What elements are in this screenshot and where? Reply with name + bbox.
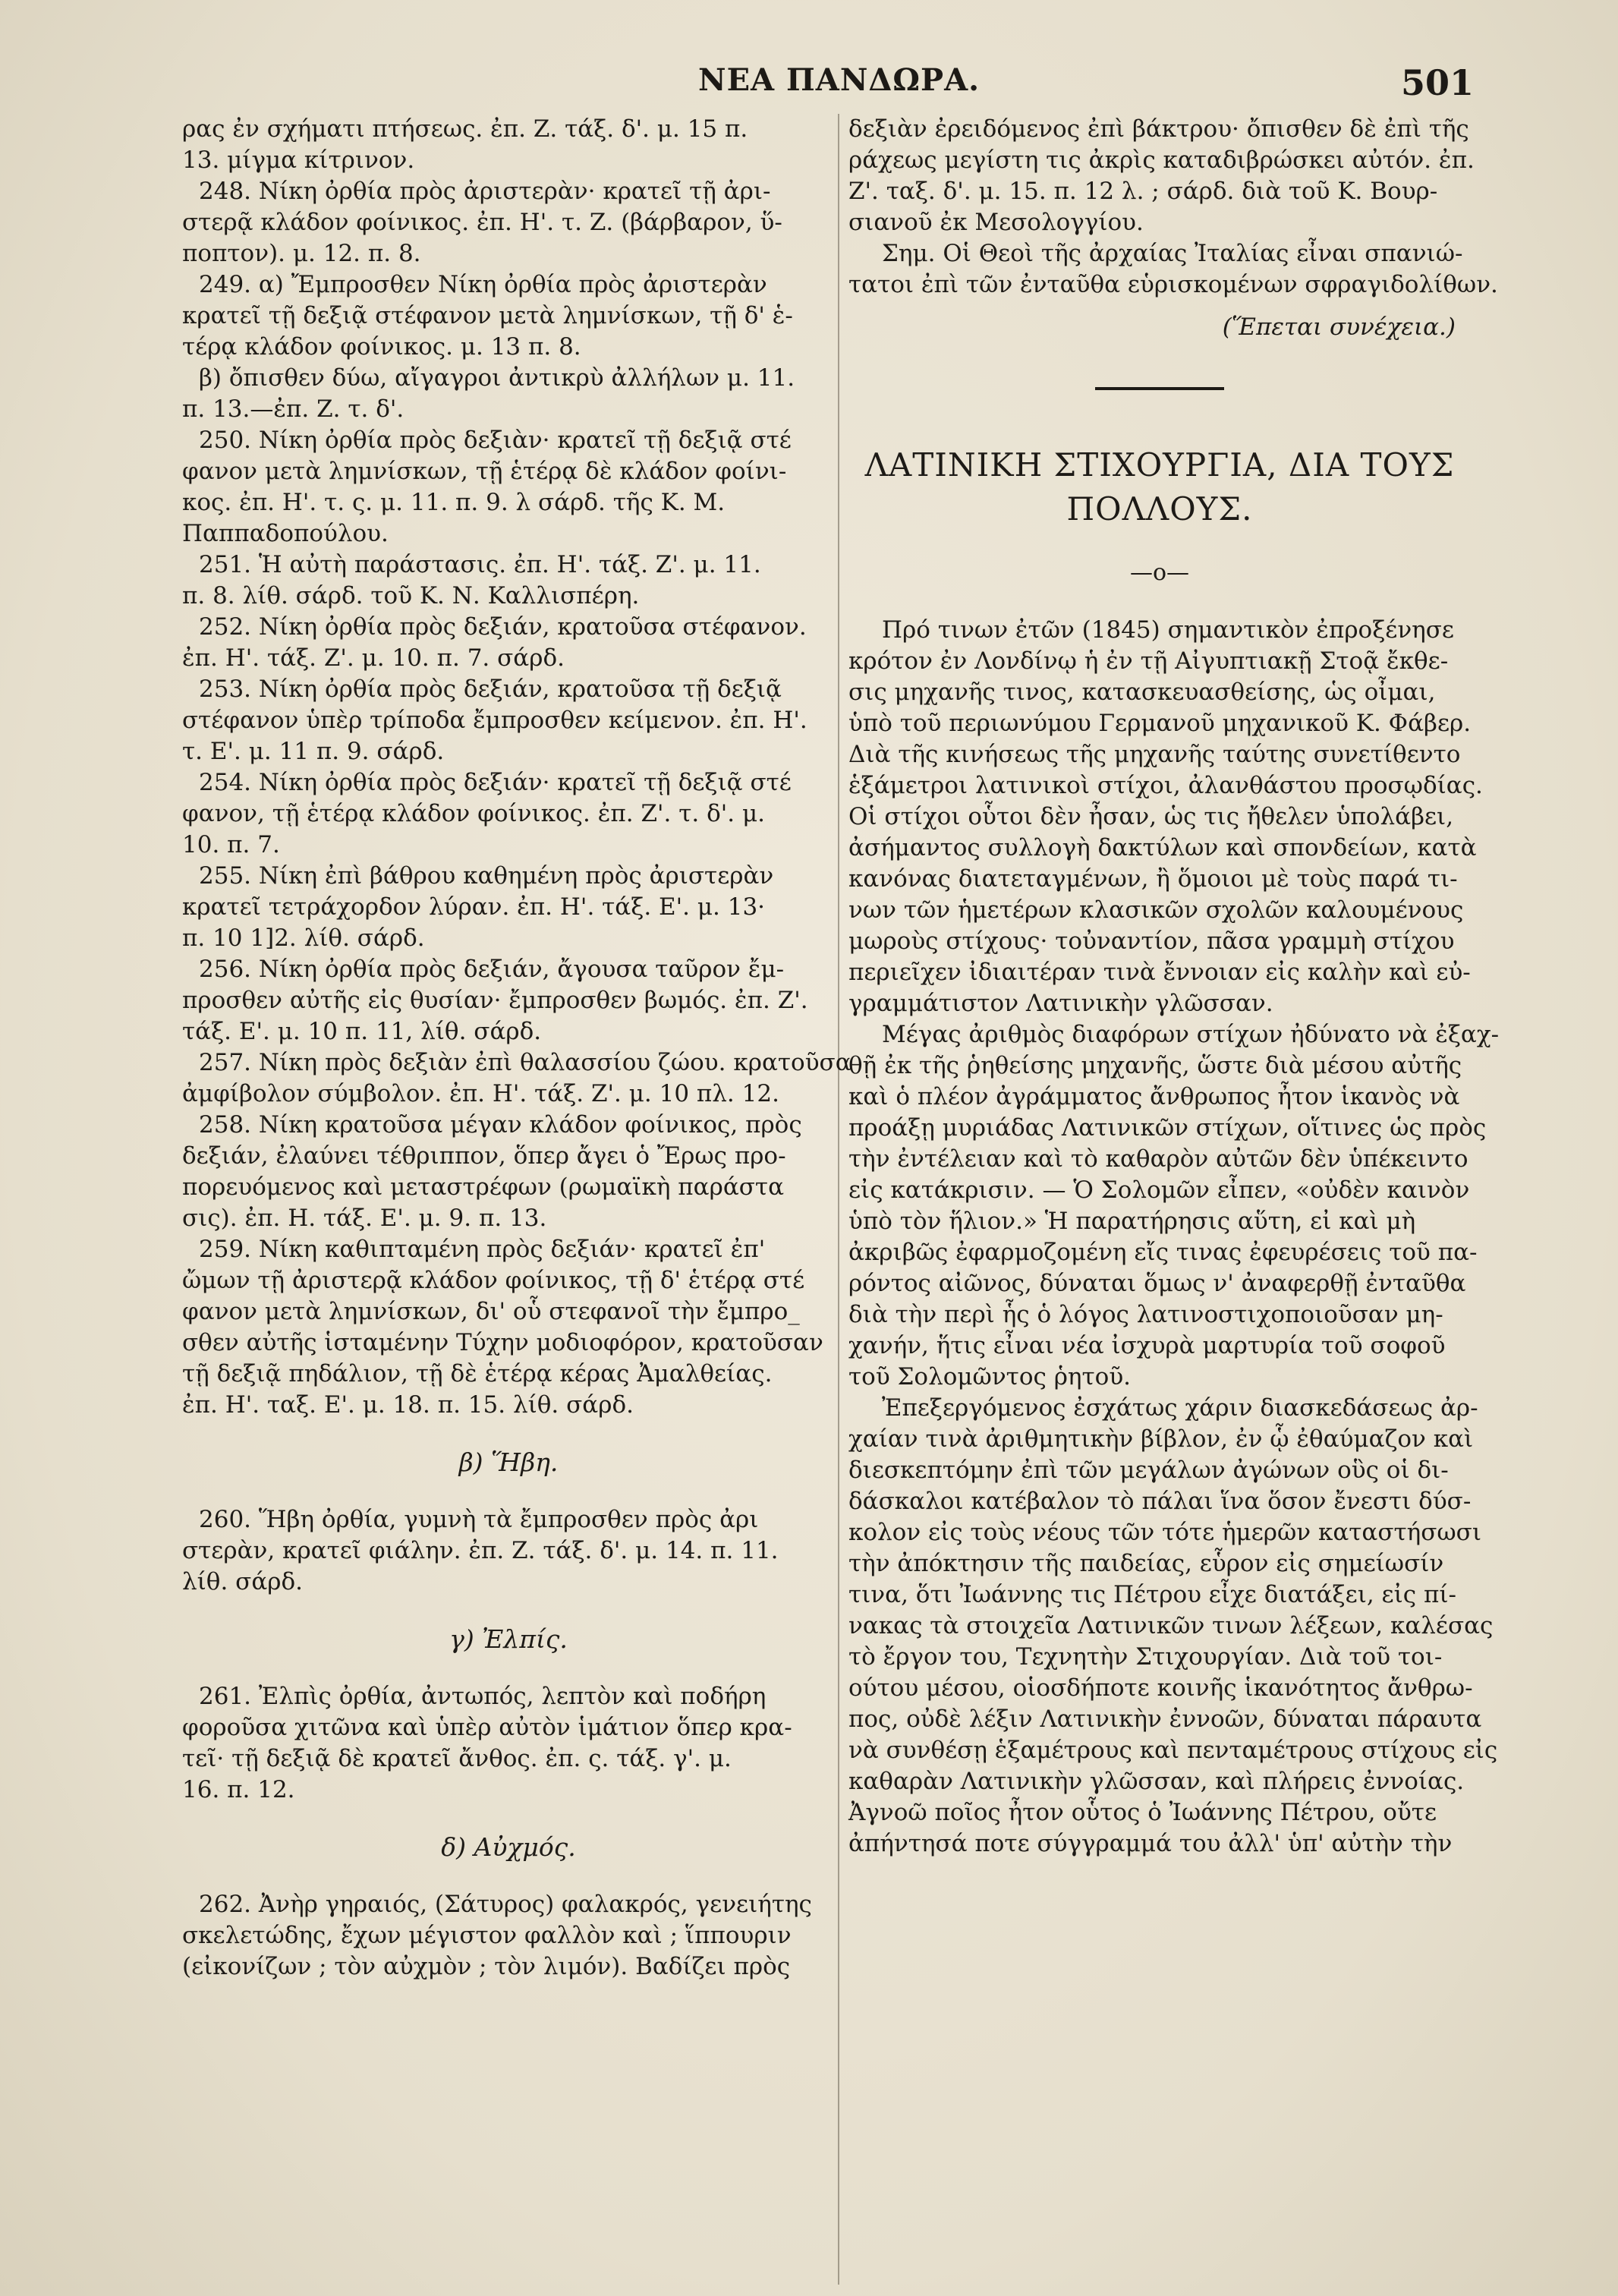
text-line: 13. μίγμα κίτρινον. [182,146,415,174]
text-line: 259. Νίκη καθιπταμένη πρὸς δεξιάν· κρατεῖ ἐπ' [199,1236,766,1263]
text-line: γραμμάτιστον Λατινικὴν γλῶσσαν. [848,990,1273,1017]
text-line: προάξῃ μυριάδας Λατινικῶν στίχων, οἵτινες ὡς πρὸς [848,1114,1487,1142]
text-line: 252. Νίκη ὀρθία πρὸς δεξιάν, κρατοῦσα στέφανον. [199,613,807,641]
section-subhead: γ) Ἐλπίς. [449,1624,568,1654]
text-line: ἀπήντησά ποτε σύγγραμμά του ἀλλ' ὑπ' αὐτὴν τὴν [848,1830,1453,1857]
text-line: 255. Νίκη ἐπὶ βάθρου καθημένη πρὸς ἀριστερὰν [199,862,774,890]
text-line: σθεν αὐτῆς ἱσταμένην Τύχην μοδιοφόρον, κρατοῦσαν [182,1329,823,1356]
text-line: λίθ. σάρδ. [182,1568,304,1595]
text-line: περιεῖχεν ἰδιαιτέραν τινὰ ἔννοιαν εἰς καλὴν καὶ εὐ- [848,959,1471,986]
article-title: ΛΑΤΙΝΙΚΗ ΣΤΙΧΟΥΡΓΙΑ, ΔΙΑ ΤΟΥΣ [864,446,1455,483]
text-line: β) ὄπισθεν δύω, αἴγαγροι ἀντικρὺ ἀλλήλων μ. 11. [199,364,795,392]
text-line: 257. Νίκη πρὸς δεξιὰν ἐπὶ θαλασσίου ζώου. κρατοῦσα [199,1049,851,1076]
page-number: 501 [1401,62,1475,103]
text-line: διὰ τὴν περὶ ἧς ὁ λόγος λατινοστιχοποιοῦσαν μη- [848,1301,1443,1328]
right-block-a [848,114,1498,301]
text-line: 16. π. 12. [182,1776,295,1803]
text-line: δεξιάν, ἐλαύνει τέθριππον, ὅπερ ἄγει ὁ Ἔρως προ- [182,1142,786,1170]
text-line: κρατεῖ τετράχορδον λύραν. ἐπ. Η'. τάξ. Ε'. μ. 13· [182,893,766,921]
text-line: χανήν, ἥτις εἶναι νέα ἰσχυρὰ μαρτυρία τοῦ σοφοῦ [848,1332,1446,1359]
article-paragraph [848,1019,1500,1393]
text-line: ὤμων τῇ ἀριστερᾷ κλάδον φοίνικος, τῇ δ' ἑτέρᾳ στέ [182,1267,805,1294]
text-line: Διὰ τῆς κινήσεως τῆς μηχανῆς ταύτης συνετίθεντο [848,741,1461,768]
text-line: 254. Νίκη ὀρθία πρὸς δεξιάν· κρατεῖ τῇ δεξιᾷ στέ [199,769,792,796]
article-title: ΠΟΛΛΟΥΣ. [1066,490,1253,528]
left-block-b [182,1504,835,1598]
text-line: θῇ ἐκ τῆς ῥηθείσης μηχανῆς, ὥστε διὰ μέσου αὐτῆς [848,1052,1462,1079]
text-line: τ. Ε'. μ. 11 π. 9. σάρδ. [182,738,445,765]
text-line: ἐπ. Η'. τάξ. Ζ'. μ. 10. π. 7. σάρδ. [182,644,565,672]
text-line: 248. Νίκη ὀρθία πρὸς ἀριστερὰν· κρατεῖ τῇ ἀρι- [199,178,771,205]
text-line: π. 10 1]2. λίθ. σάρδ. [182,924,425,952]
left-column [182,114,851,1983]
text-line: φανον, τῇ ἑτέρᾳ κλάδον φοίνικος. ἐπ. Ζ'. τ. δ'. μ. [182,800,765,827]
text-line: ἐπ. Η'. ταξ. Ε'. μ. 18. π. 15. λίθ. σάρδ. [182,1391,634,1419]
text-line: σκελετώδης, ἔχων μέγιστον φαλλὸν καὶ ; ἵππουριν [182,1922,792,1949]
text-line: ὑπὸ τοῦ περιωνύμου Γερμανοῦ μηχανικοῦ Κ. Φάβερ. [848,710,1472,737]
text-line: νακας τὰ στοιχεῖα Λατινικῶν τινων λέξεων, καλέσας [848,1612,1494,1639]
column-divider [838,114,839,2285]
continued-note: (Ἕπεται συνέχεια.) [1222,313,1456,341]
text-line: εἰς κατάκρισιν. — Ὁ Σολομῶν εἶπεν, «οὐδὲν καινὸν [848,1176,1470,1204]
text-line: κρατεῖ τῇ δεξιᾷ στέφανον μετὰ λημνίσκων, τῇ δ' ἑ- [182,302,793,329]
text-line: στερὰν, κρατεῖ φιάλην. ἐπ. Ζ. τάξ. δ'. μ. 14. π. 11. [182,1537,779,1564]
text-line: προσθεν αὐτῆς εἰς θυσίαν· ἔμπροσθεν βωμός. ἐπ. Ζ'. [182,987,808,1014]
text-line: Ζ'. ταξ. δ'. μ. 15. π. 12 λ. ; σάρδ. διὰ τοῦ Κ. Βουρ- [848,178,1438,205]
text-line: 256. Νίκη ὀρθία πρὸς δεξιάν, ἄγουσα ταῦρον ἔμ- [199,956,785,983]
text-line: Μέγας ἀριθμὸς διαφόρων στίχων ἠδύνατο νὰ ἐξαχ- [882,1021,1500,1048]
left-block-c [182,1681,835,1806]
text-line: (εἰκονίζων ; τὸν αὐχμὸν ; τὸν λιμόν). Βαδίζει πρὸς [182,1953,791,1980]
text-line: μωροὺς στίχους· τοὐναντίον, πᾶσα γραμμὴ στίχου [848,928,1455,955]
text-line: 258. Νίκη κρατοῦσα μέγαν κλάδον φοίνικος, πρὸς [199,1111,802,1139]
text-line: 253. Νίκη ὀρθία πρὸς δεξιάν, κρατοῦσα τῇ δεξιᾷ [199,676,782,703]
text-line: δεξιὰν ἐρειδόμενος ἐπὶ βάκτρου· ὄπισθεν δὲ ἐπὶ τῆς [848,115,1469,143]
text-line: σιανοῦ ἐκ Μεσολογγίου. [848,209,1144,236]
text-line: ἀμφίβολον σύμβολον. ἐπ. Η'. τάξ. Ζ'. μ. 10 πλ. 12. [182,1080,779,1107]
text-line: τέρᾳ κλάδον φοίνικος. μ. 13 π. 8. [182,333,581,361]
left-block-a [182,114,851,1421]
text-line: ἀκριβῶς ἐφαρμοζομένη εἴς τινας ἐφευρέσεις τοῦ πα- [848,1239,1478,1266]
title-separator: —ο— [1129,559,1190,586]
text-line: κολον εἰς τοὺς νέους τῶν τότε ἡμερῶν καταστήσωσι [848,1519,1482,1546]
text-line: τάξ. Ε'. μ. 10 π. 11, λίθ. σάρδ. [182,1018,542,1045]
text-line: 10. π. 7. [182,831,280,858]
text-line: χαίαν τινὰ ἀριθμητικὴν βίβλον, ἐν ᾧ ἐθαύμαζον καὶ [848,1425,1474,1453]
text-line: κανόνας διατεταγμένων, ἢ ὅμοιοι μὲ τοὺς παρά τι- [848,865,1458,893]
text-line: 250. Νίκη ὀρθία πρὸς δεξιὰν· κρατεῖ τῇ δεξιᾷ στέ [199,427,792,454]
text-line: ούτου μέσου, οἱοσδήποτε κοινῆς ἱκανότητος ἄνθρω- [848,1674,1473,1702]
left-block-d [182,1889,835,1983]
text-line: τὴν ἐντέλειαν καὶ τὸ καθαρὸν αὐτῶν δὲν ὑπέκειντο [848,1145,1468,1173]
text-line: τὸ ἔργον του, Τεχνητὴν Στιχουργίαν. Διὰ τοῦ τοι- [848,1643,1443,1671]
text-line: δάσκαλοι κατέβαλον τὸ πάλαι ἵνα ὅσον ἔνεστι δύσ- [848,1488,1472,1515]
text-line: ὑπὸ τὸν ἥλιον.» Ἡ παρατήρησις αὕτη, εἰ καὶ μὴ [848,1208,1416,1235]
text-line: π. 13.—ἐπ. Ζ. τ. δ'. [182,395,404,423]
text-line: Οἱ στίχοι οὗτοι δὲν ἦσαν, ὡς τις ἤθελεν ὑπολάβει, [848,803,1454,830]
text-line: Πρό τινων ἐτῶν (1845) σημαντικὸν ἐπροξένησε [882,616,1454,644]
text-line: καθαρὰν Λατινικὴν γλῶσσαν, καὶ πλήρεις ἐννοίας. [848,1768,1465,1795]
text-line: νων τῶν ἡμετέρων κλασικῶν σχολῶν καλουμένους [848,896,1464,924]
section-subhead: δ) Αὐχμός. [441,1832,576,1862]
text-line: πος, οὐδὲ λέξιν Λατινικὴν ἐννοῶν, δύναται πάραυτα [848,1705,1482,1733]
text-line: ποπτον). μ. 12. π. 8. [182,240,421,267]
text-line: καὶ ὁ πλέον ἀγράμματος ἄνθρωπος ἦτον ἱκανὸς νὰ [848,1083,1460,1110]
text-line: στερᾷ κλάδον φοίνικος. ἐπ. Η'. τ. Ζ. (βάρβαρον, ὕ- [182,209,782,236]
text-line: ράχεως μεγίστη τις ἀκρὶς καταδιβρώσκει αὐτόν. ἐπ. [848,146,1475,174]
text-line: 262. Ἀνὴρ γηραιός, (Σάτυρος) φαλακρός, γενειήτης [199,1891,812,1918]
text-line: φανον μετὰ λημνίσκων, δι' οὗ στεφανοῖ τὴν ἔμπρο_ [182,1298,800,1325]
text-line: διεσκεπτόμην ἐπὶ τῶν μεγάλων ἀγώνων οὓς οἱ δι- [848,1457,1449,1484]
text-line: στέφανον ὑπὲρ τρίποδα ἔμπροσθεν κείμενον. ἐπ. Η'. [182,707,807,734]
running-head: ΝΕΑ ΠΑΝΔΩΡΑ. [698,62,981,98]
text-line: τὴν ἀπόκτησιν τῆς παιδείας, εὗρον εἰς σημείωσίν [848,1550,1444,1577]
text-line: σις). ἐπ. Η. τάξ. Ε'. μ. 9. π. 13. [182,1205,547,1232]
text-line: 261. Ἐλπὶς ὀρθία, ἀντωπός, λεπτὸν καὶ ποδήρη [199,1683,767,1710]
article-paragraph [848,615,1483,1019]
text-line: κος. ἐπ. Η'. τ. ς. μ. 11. π. 9. λ σάρδ. τῆς Κ. Μ. [182,489,726,516]
text-line: τινα, ὅτι Ἰωάννης τις Πέτρου εἶχε διατάξει, εἰς πί- [848,1581,1456,1608]
text-line: ρας ἐν σχήματι πτήσεως. ἐπ. Ζ. τάξ. δ'. μ. 15 π. [182,115,748,143]
text-line: Ἀγνοῶ ποῖος ἦτον οὗτος ὁ Ἰωάννης Πέτρου, οὔτε [848,1799,1437,1826]
text-line: κρότον ἐν Λονδίνῳ ἡ ἐν τῇ Αἰγυπτιακῇ Στοᾷ ἔκθε- [848,647,1449,675]
text-line: ρόντος αἰῶνος, δύναται ὅμως ν' ἀναφερθῇ ἐνταῦθα [848,1270,1466,1297]
text-line: 249. α) Ἔμπροσθεν Νίκη ὀρθία πρὸς ἀριστερὰν [199,271,767,298]
text-line: φανον μετὰ λημνίσκων, τῇ ἑτέρᾳ δὲ κλάδον φοίνι- [182,458,787,485]
section-subhead: β) Ἥβη. [458,1447,559,1477]
text-line: σις μηχανῆς τινος, κατασκευασθείσης, ὡς οἶμαι, [848,679,1436,706]
text-line: π. 8. λίθ. σάρδ. τοῦ Κ. Ν. Καλλισπέρη. [182,582,640,609]
text-line: 260. Ἥβη ὀρθία, γυμνὴ τὰ ἔμπροσθεν πρὸς ἀρι [199,1506,759,1533]
text-line: Σημ. Οἱ Θεοὶ τῆς ἀρχαίας Ἰταλίας εἶναι σπανιώ- [882,240,1463,267]
text-line: ἑξάμετροι λατινικοὶ στίχοι, ἀλανθάστου προσῳδίας. [848,772,1483,799]
text-line: τῇ δεξιᾷ πηδάλιον, τῇ δὲ ἑτέρᾳ κέρας Ἀμαλθείας. [182,1360,773,1387]
text-line: τεῖ· τῇ δεξιᾷ δὲ κρατεῖ ἄνθος. ἐπ. ς. τάξ. γ'. μ. [182,1745,732,1772]
section-rule [1095,387,1224,390]
text-line: νὰ συνθέσῃ ἑξαμέτρους καὶ πενταμέτρους στίχους εἰς [848,1737,1498,1764]
text-line: φοροῦσα χιτῶνα καὶ ὑπὲρ αὐτὸν ἱμάτιον ὅπερ κρα- [182,1714,792,1741]
text-line: πορευόμενος καὶ μεταστρέφων (ρωμαϊκὴ παράστα [182,1173,784,1201]
text-line: Παππαδοπούλου. [182,520,389,547]
article-paragraph [848,1393,1498,1860]
right-column [848,114,1500,1860]
text-line: ἀσήμαντος συλλογὴ δακτύλων καὶ σπονδείων, κατὰ [848,834,1477,861]
text-line: 251. Ἡ αὐτὴ παράστασις. ἐπ. Η'. τάξ. Ζ'. μ. 11. [199,551,761,578]
text-line: τατοι ἐπὶ τῶν ἐνταῦθα εὑρισκομένων σφραγιδολίθων. [848,271,1498,298]
text-line: Ἐπεξεργόμενος ἐσχάτως χάριν διασκεδάσεως ἀρ- [882,1394,1478,1422]
text-line: τοῦ Σολομῶντος ῥητοῦ. [848,1363,1132,1391]
